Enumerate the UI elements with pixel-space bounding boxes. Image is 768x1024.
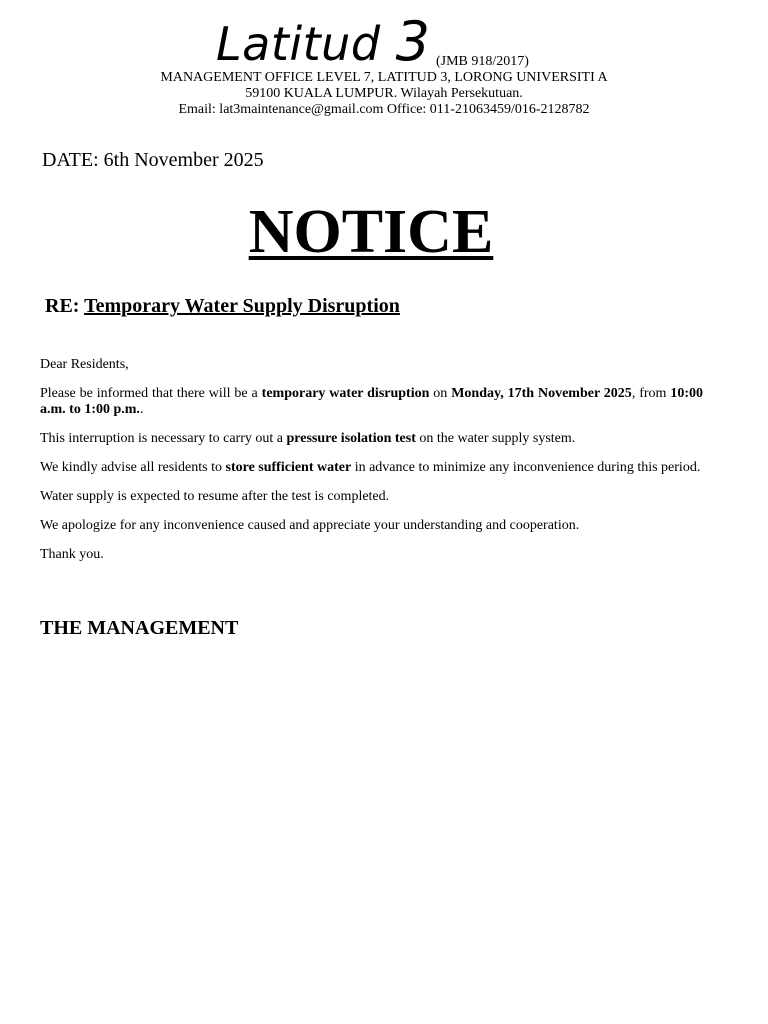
para1-bold-1: temporary water disruption: [261, 386, 430, 401]
contact-line: Email: lat3maintenance@gmail.com Office: 011-21063459/016-2128782: [178, 102, 590, 117]
notice-title: NOTICE: [248, 198, 494, 266]
para1-text-2: on: [429, 386, 452, 401]
para3-bold-1: store sufficient water: [225, 460, 352, 475]
para1-bold-3: 10:00 a.m. to 1:00 p.m.: [40, 386, 703, 417]
para1-text-1: Please be informed that there will be a: [40, 386, 262, 401]
paragraph-reason: [40, 431, 703, 447]
paragraph-apology: We apologize for any inconvenience caused and appreciate your understanding and cooperation.: [40, 518, 580, 533]
para3-text-1: We kindly advise all residents to: [40, 460, 226, 475]
para2-text-2: on the water supply system.: [415, 431, 576, 446]
logo-line: [0, 10, 768, 73]
logo-text: Latitud: [216, 17, 396, 71]
signoff: THE MANAGEMENT: [40, 617, 239, 639]
letterhead: [0, 10, 768, 118]
notice-date: DATE: 6th November 2025: [42, 149, 264, 171]
salutation: Dear Residents,: [40, 357, 129, 372]
para1-text-4: .: [139, 402, 144, 417]
paragraph-advice: [40, 460, 703, 476]
notice-body: [40, 357, 703, 576]
paragraph-resume: Water supply is expected to resume after the test is completed.: [40, 489, 390, 504]
jmb-number: (JMB 918/2017): [436, 54, 529, 69]
address-line-1: MANAGEMENT OFFICE LEVEL 7, LATITUD 3, LORONG UNIVERSITI A: [160, 70, 608, 85]
logo-number: 3: [395, 10, 431, 73]
para2-bold-1: pressure isolation test: [286, 431, 416, 446]
latitud-3-logo: [216, 10, 431, 73]
re-subject: Temporary Water Supply Disruption: [84, 295, 400, 317]
para1-bold-2: Monday, 17th November 2025: [451, 386, 632, 401]
closing: Thank you.: [40, 547, 104, 562]
re-line: [45, 294, 400, 318]
para3-text-2: in advance to minimize any inconvenience during this period.: [351, 460, 701, 475]
address-line-2: 59100 KUALA LUMPUR. Wilayah Persekutuan.: [245, 86, 523, 101]
paragraph-disruption-details: [40, 386, 703, 418]
para2-text-1: This interruption is necessary to carry out a: [40, 431, 287, 446]
re-prefix: RE:: [45, 295, 85, 317]
para1-text-3: , from: [631, 386, 671, 401]
